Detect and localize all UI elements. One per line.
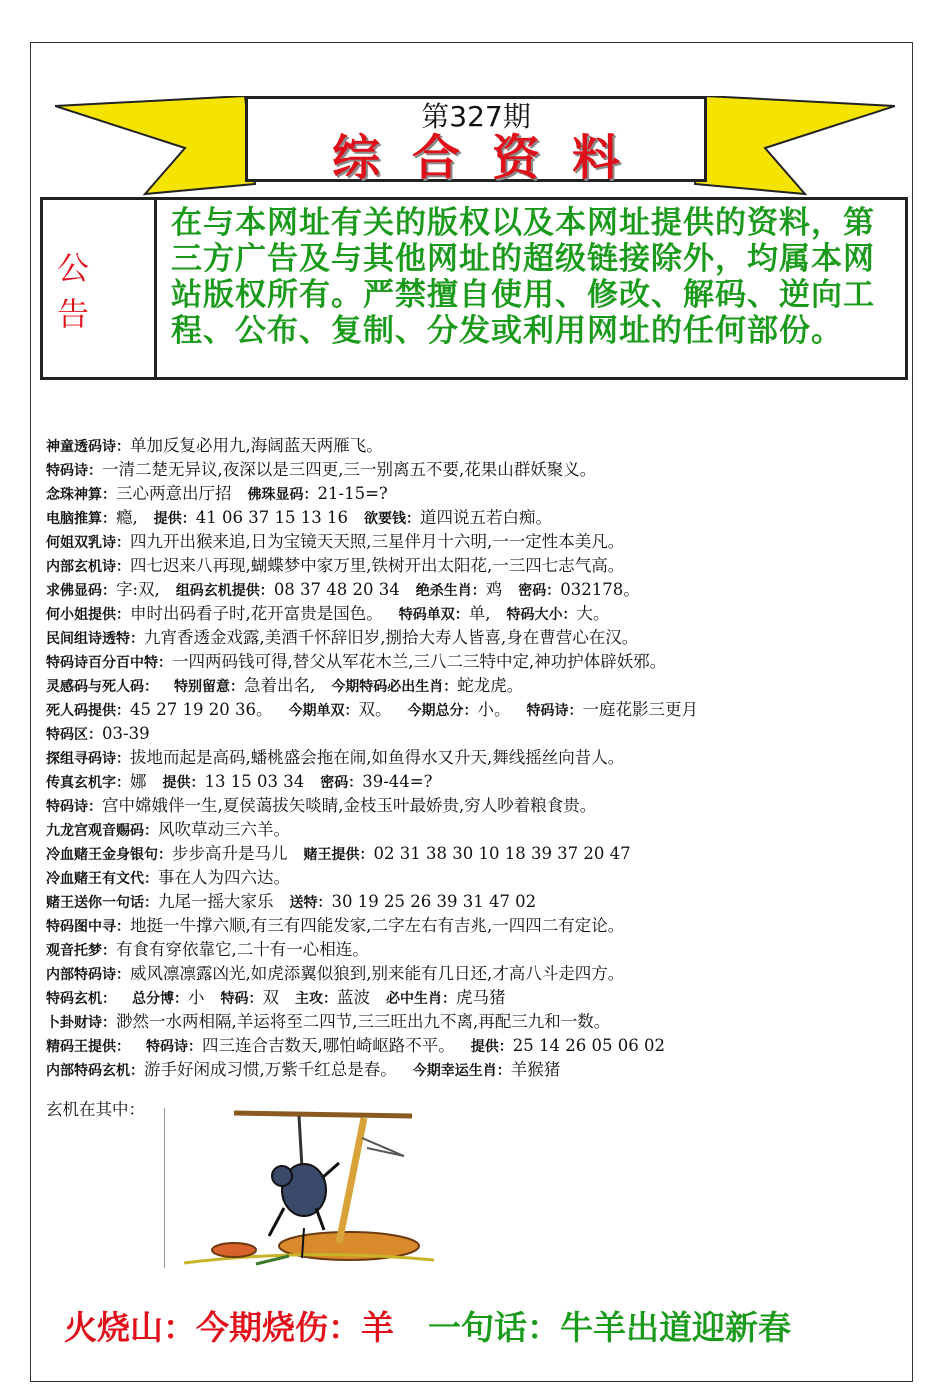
line-value: 45 27 19 20 36。 (130, 700, 273, 719)
info-line (46, 698, 906, 722)
line-value: 小。 (477, 700, 511, 719)
line-key: 组码玄机提供： (175, 583, 274, 599)
line-value: 鸡 (485, 580, 503, 599)
line-key: 绝杀生肖： (415, 583, 486, 599)
notice-box (40, 197, 908, 380)
line-key: 灵感码与死人码： (46, 679, 158, 695)
line-value: 字:双, (116, 580, 160, 599)
line-key: 密码： (518, 583, 561, 599)
line-key: 特别留意： (174, 679, 244, 695)
info-line (46, 914, 906, 938)
line-value: 02 31 38 30 10 18 39 37 20 47 (373, 844, 631, 863)
line-key: 特码玄机： (46, 991, 116, 1007)
line-key: 佛珠显码： (247, 487, 318, 503)
line-key: 民间组诗透特： (46, 631, 144, 647)
line-key: 赌王提供： (303, 847, 374, 863)
line-key: 特码诗百分百中特： (46, 655, 172, 671)
line-key: 死人码提供： (46, 703, 130, 719)
line-value: 拔地而起是高码,蟠桃盛会拖在闹,如鱼得水又升天,舞线摇丝向昔人。 (130, 748, 625, 767)
line-key: 求佛显码： (46, 583, 116, 599)
info-line (46, 650, 906, 674)
line-value: 宫中嫦娥伴一生,夏侯蔼拔矢啖睛,金枝玉叶最娇贵,穷人吵着粮食贵。 (102, 796, 597, 815)
line-key: 内部特码玄机： (46, 1063, 144, 1079)
line-value: 游手好闲成习惯,万紫千红总是春。 (144, 1060, 397, 1079)
info-line (46, 578, 906, 602)
line-value: 步步高升是马儿 (172, 844, 288, 863)
line-key: 精码王提供： (46, 1039, 130, 1055)
line-key: 总分博： (132, 991, 188, 1007)
line-key: 特码诗： (46, 799, 102, 815)
line-key: 电脑推算： (46, 511, 116, 527)
monkey-on-pole-illustration-icon (164, 1108, 448, 1268)
line-value: 风吹草动三六羊。 (158, 820, 290, 839)
line-value: 08 37 48 20 34 (273, 580, 400, 599)
info-lines (46, 434, 906, 1082)
line-key: 密码： (320, 775, 363, 791)
line-value: 娜 (130, 772, 147, 791)
line-key: 探组寻码诗： (46, 751, 130, 767)
line-key: 赌王送你一句话： (46, 895, 158, 911)
line-key: 卜卦财诗： (46, 1015, 116, 1031)
line-value: 瘾, (116, 508, 138, 527)
bottom-part1: 火烧山：今期烧伤：羊 (64, 1308, 394, 1347)
info-line (46, 770, 906, 794)
left-ribbon-icon (55, 96, 260, 196)
line-key: 特码区： (46, 727, 102, 743)
line-value: 25 14 26 05 06 02 (512, 1036, 665, 1055)
info-line (46, 890, 906, 914)
line-key: 今期幸运生肖： (412, 1063, 511, 1079)
line-value: 03-39 (102, 724, 150, 743)
bottom-banner (64, 1302, 791, 1349)
line-key: 何小姐提供： (46, 607, 130, 623)
info-line (46, 482, 906, 506)
line-value: 蓝波 (337, 988, 370, 1007)
info-line (46, 1034, 906, 1058)
line-key: 特码图中寻： (46, 919, 130, 935)
line-value: 小 (188, 988, 205, 1007)
xuanji-label: 玄机在其中： (46, 1100, 145, 1119)
info-line (46, 722, 906, 746)
info-line (46, 818, 906, 842)
line-value: 事在人为四六达。 (158, 868, 290, 887)
info-line (46, 1058, 906, 1082)
line-value: 三心两意出厅招 (116, 484, 232, 503)
line-value: 21-15=? (317, 484, 388, 503)
line-key: 提供： (153, 511, 196, 527)
info-line (46, 938, 906, 962)
info-line (46, 794, 906, 818)
line-key: 特码单双： (398, 607, 469, 623)
line-value: 一庭花影三更月 (582, 700, 698, 719)
line-key: 提供： (162, 775, 205, 791)
line-key: 今期特码必出生肖： (331, 679, 458, 695)
line-value: 大。 (576, 604, 610, 623)
line-value: 一清二楚无异议,夜深以是三四更,三一别离五不要,花果山群妖聚义。 (102, 460, 597, 479)
line-value: 单, (468, 604, 491, 623)
line-key: 特码大小： (506, 607, 577, 623)
line-value: 13 15 03 34 (204, 772, 305, 791)
bottom-part2: 一句话：牛羊出道迎新春 (428, 1308, 791, 1347)
line-value: 39-44=? (362, 772, 433, 791)
line-key: 特码诗： (46, 463, 102, 479)
line-key: 提供： (470, 1039, 513, 1055)
right-ribbon-icon (690, 96, 895, 196)
line-key: 观音托梦： (46, 943, 116, 959)
line-key: 今期总分： (407, 703, 478, 719)
info-line (46, 746, 906, 770)
info-line (46, 434, 906, 458)
line-key: 冷血赌王有文代： (46, 871, 158, 887)
info-line (46, 458, 906, 482)
line-value: 地挺一牛撑六顺,有三有四能发家,二字左右有吉兆,一四四二有定论。 (130, 916, 625, 935)
line-key: 特码： (220, 991, 263, 1007)
line-value: 渺然一水两相隔,羊运将至二四节,三三旺出九不离,再配三九和一数。 (116, 1012, 611, 1031)
line-key: 送特： (289, 895, 332, 911)
line-key: 内部玄机诗： (46, 559, 130, 575)
info-line (46, 986, 906, 1010)
line-key: 神童透码诗： (46, 439, 130, 455)
line-key: 内部特码诗： (46, 967, 130, 983)
page-title: 综合资料 (331, 130, 652, 186)
line-key: 传真玄机字： (46, 775, 130, 791)
line-key: 必中生肖： (386, 991, 456, 1007)
info-line (46, 554, 906, 578)
info-line (46, 506, 906, 530)
info-line (46, 1010, 906, 1034)
line-value: 蛇龙虎。 (457, 676, 524, 695)
line-key: 冷血赌王金身银句： (46, 847, 172, 863)
title-box (245, 96, 707, 186)
issue-number: 第327期 (421, 100, 531, 133)
line-key: 念珠神算： (46, 487, 116, 503)
line-value: 九尾一摇大家乐 (158, 892, 274, 911)
line-value: 羊猴猪 (510, 1060, 561, 1079)
info-line (46, 866, 906, 890)
line-value: 双 (262, 988, 279, 1007)
line-value: 四三连合吉数天,哪怕崎岖路不平。 (202, 1036, 455, 1055)
line-value: 41 06 37 15 13 16 (195, 508, 348, 527)
line-key: 特码诗： (526, 703, 583, 719)
line-value: 有食有穿依靠它,二十有一心相连。 (116, 940, 369, 959)
line-value: 九宵香透金戏露,美酒千怀辞旧岁,捌拾大寿人皆喜,身在曹营心在汉。 (144, 628, 639, 647)
line-key: 特码诗： (146, 1039, 202, 1055)
line-value: 一四两码钱可得,替父从军花木兰,三八二三特中定,神功护体辟妖邪。 (172, 652, 667, 671)
line-value: 四九开出猴来追,日为宝镜天天照,三星伴月十六明,一一定性本美凡。 (130, 532, 625, 551)
line-key: 今期单双： (288, 703, 359, 719)
notice-label: 公告 (43, 200, 157, 377)
info-line (46, 626, 906, 650)
info-line (46, 674, 906, 698)
line-key: 主攻： (295, 991, 337, 1007)
info-line (46, 962, 906, 986)
line-value: 急着出名, (244, 676, 316, 695)
line-value: 双。 (358, 700, 392, 719)
line-value: 单加反复必用九,海阔蓝天两雁飞。 (130, 436, 383, 455)
line-value: 威风凛凛露凶光,如虎添翼似狼到,别来能有几日还,才高八斗走四方。 (130, 964, 625, 983)
line-value: 30 19 25 26 39 31 47 02 (331, 892, 537, 911)
line-value: 虎马猪 (456, 988, 506, 1007)
info-line (46, 602, 906, 626)
line-value: 申时出码看子时,花开富贵是国色。 (130, 604, 383, 623)
line-key: 欲要钱： (363, 511, 420, 527)
line-value: 032178。 (560, 580, 640, 599)
notice-text: 在与本网址有关的版权以及本网址提供的资料，第三方广告及与其他网址的超级链接除外，均属本网站版权所有。严禁擅自使用、修改、解码、逆向工程、公布、复制、分发或利用网址的任何部份。 (171, 205, 875, 349)
info-line (46, 530, 906, 554)
line-key: 何姐双乳诗： (46, 535, 130, 551)
line-value: 四七迟来八再现,蝴蝶梦中家万里,铁树开出太阳花,一三四七志气高。 (130, 556, 625, 575)
line-key: 九龙宫观音赐码： (46, 823, 158, 839)
info-line (46, 842, 906, 866)
line-value: 道四说五若白痴。 (419, 508, 552, 527)
